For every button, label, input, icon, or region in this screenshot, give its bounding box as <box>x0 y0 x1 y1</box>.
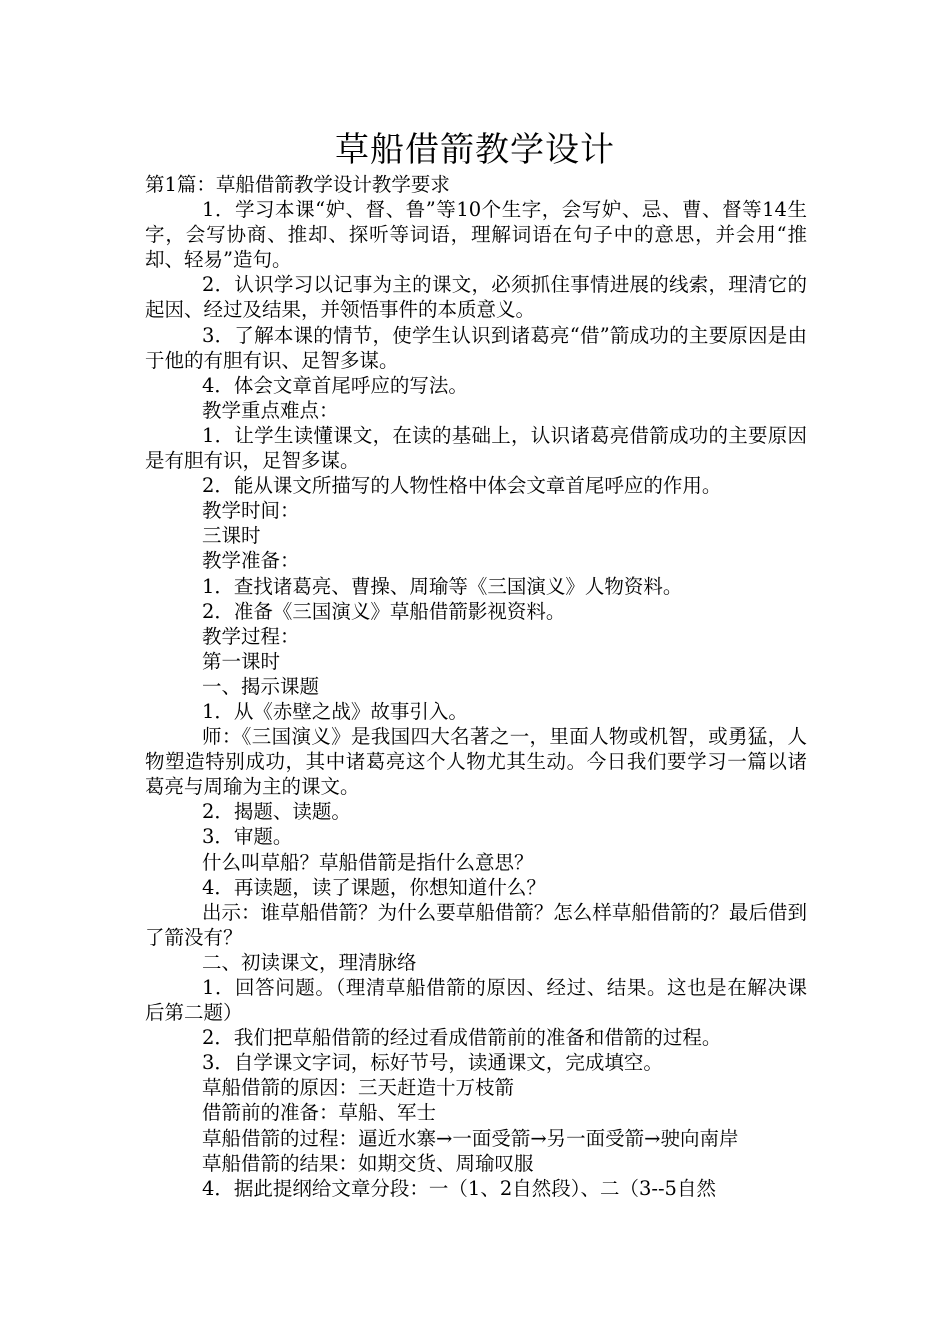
paragraph-13: 教学过程： <box>202 624 300 648</box>
paragraph-31: 4．据此提纲给文章分段：一（1、2自然段）、二（3--5自然 <box>202 1176 716 1200</box>
paragraph-7: 2．能从课文所描写的人物性格中体会文章首尾呼应的作用。 <box>202 474 722 498</box>
paragraph-4: 4．体会文章首尾呼应的写法。 <box>202 373 468 397</box>
paragraph-22: 出示：谁草船借箭？为什么要草船借箭？怎么样草船借箭的？最后借到了箭没有？ <box>145 900 807 949</box>
document-body <box>145 172 807 1201</box>
paragraph-26: 3．自学课文字词，标好节号，读通课文，完成填空。 <box>202 1051 663 1075</box>
paragraph-30: 草船借箭的结果：如期交货、周瑜叹服 <box>202 1151 534 1175</box>
paragraph-28: 借箭前的准备：草船、军士 <box>202 1101 437 1125</box>
paragraph-24: 1．回答问题。（理清草船借箭的原因、经过、结果。这也是在解决课后第二题） <box>145 976 807 1025</box>
paragraph-21: 4．再读题，读了课题，你想知道什么？ <box>202 875 546 899</box>
document-title: 草船借箭教学设计 <box>335 130 615 170</box>
paragraph-6: 1．让学生读懂课文，在读的基础上，认识诸葛亮借箭成功的主要原因是有胆有识，足智多谋。 <box>145 423 807 473</box>
paragraph-0: 第1篇：草船借箭教学设计教学要求 <box>145 173 450 196</box>
paragraph-25: 2．我们把草船借箭的经过看成借箭前的准备和借箭的过程。 <box>202 1026 722 1050</box>
paragraph-14: 第一课时 <box>202 649 281 673</box>
paragraph-15: 一、揭示课题 <box>202 674 320 698</box>
paragraph-1: 1．学习本课“妒、督、鲁”等10个生字，会写妒、忌、曹、督等14生字，会写协商、推却、探听等词语，理解词语在句子中的意思，并会用“推却、轻易”造句。 <box>145 198 807 272</box>
paragraph-8: 教学时间： <box>202 499 300 523</box>
paragraph-23: 二、初读课文，理清脉络 <box>202 950 417 974</box>
paragraph-16: 1．从《赤壁之战》故事引入。 <box>202 699 468 723</box>
paragraph-9: 三课时 <box>202 524 261 548</box>
paragraph-17: 师：《三国演义》是我国四大名著之一，里面人物或机智，或勇猛，人物塑造特别成功，其中诸葛亮这个人物尤其生动。今日我们要学习一篇以诸葛亮与周瑜为主的课文。 <box>145 725 807 799</box>
paragraph-10: 教学准备： <box>202 549 300 573</box>
paragraph-19: 3．审题。 <box>202 825 293 849</box>
paragraph-11: 1．查找诸葛亮、曹操、周瑜等《三国演义》人物资料。 <box>202 574 683 598</box>
paragraph-12: 2．准备《三国演义》草船借箭影视资料。 <box>202 599 566 623</box>
paragraph-18: 2．揭题、读题。 <box>202 800 351 824</box>
paragraph-20: 什么叫草船？草船借箭是指什么意思？ <box>202 850 534 874</box>
paragraph-2: 2．认识学习以记事为主的课文，必须抓住事情进展的线索，理清它的起因、经过及结果，并领悟事件的本质意义。 <box>145 273 807 322</box>
paragraph-29: 草船借箭的过程：逼近水寨→一面受箭→另一面受箭→驶向南岸 <box>202 1126 739 1150</box>
paragraph-5: 教学重点难点： <box>202 398 339 422</box>
paragraph-27: 草船借箭的原因：三天赶造十万枝箭 <box>202 1076 515 1100</box>
paragraph-3: 3．了解本课的情节，使学生认识到诸葛亮“借”箭成功的主要原因是由于他的有胆有识、足智多谋。 <box>145 323 807 372</box>
